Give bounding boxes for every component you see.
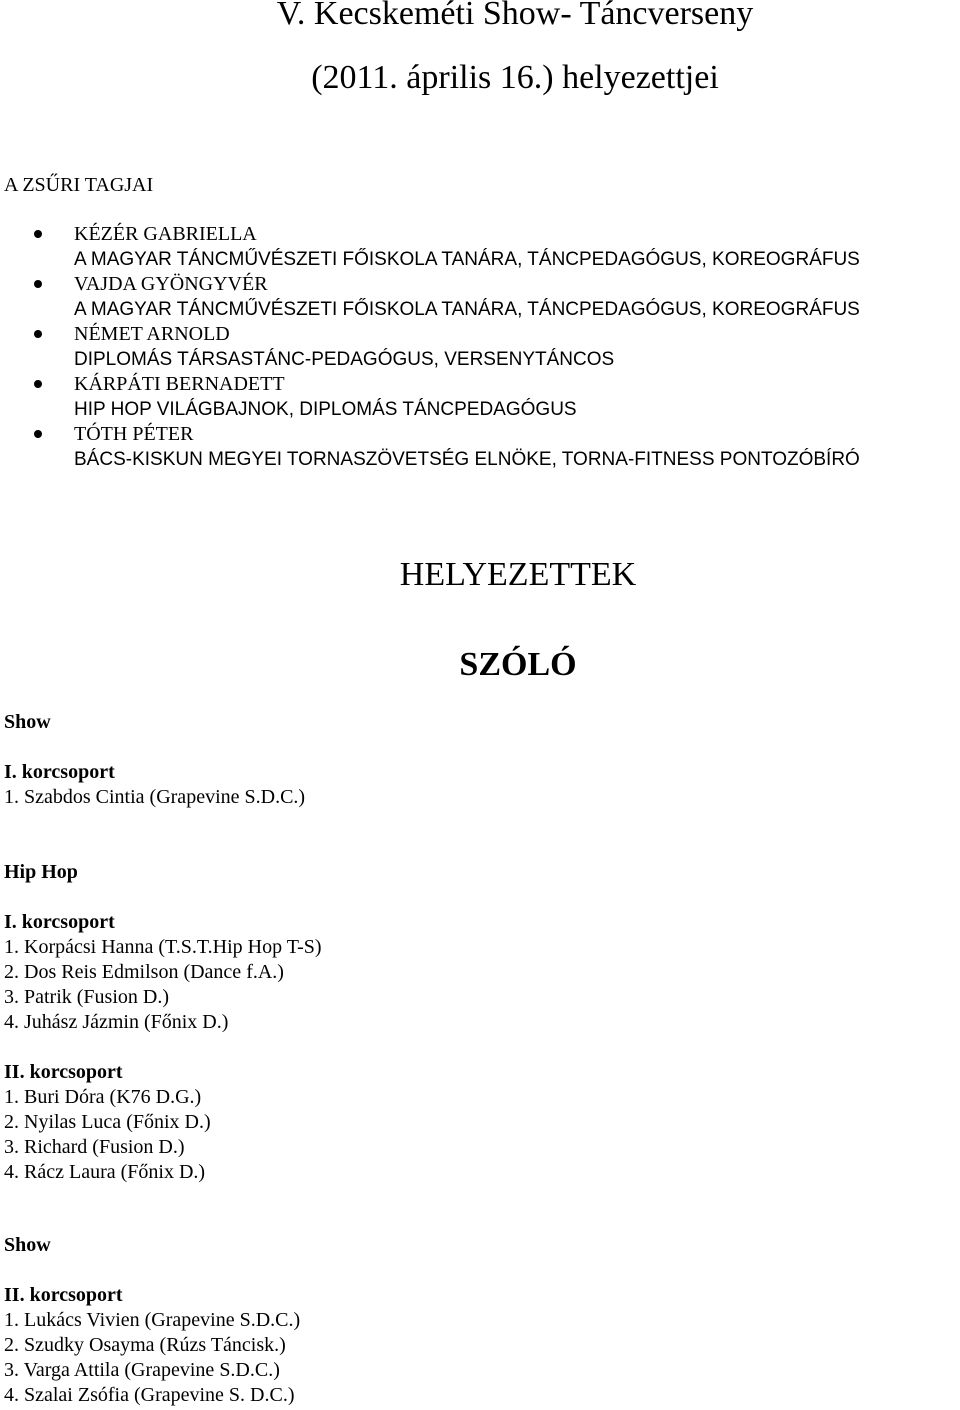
section-title: Show — [4, 1234, 51, 1256]
result-entry: 2. Nyilas Luca (Főnix D.) — [4, 1111, 211, 1133]
result-entry: 2. Dos Reis Edmilson (Dance f.A.) — [4, 961, 284, 983]
jury-member-name: VAJDA GYÖNGYVÉR — [74, 273, 268, 295]
section-title: Hip Hop — [4, 861, 78, 883]
jury-member-name: KÉZÉR GABRIELLA — [74, 223, 257, 245]
jury-member-name: TÓTH PÉTER — [74, 423, 194, 445]
jury-member-role: A MAGYAR TÁNCMŰVÉSZETI FŐISKOLA TANÁRA, TÁNCPEDAGÓGUS, KOREOGRÁFUS — [74, 249, 860, 270]
result-entry: 3. Patrik (Fusion D.) — [4, 986, 169, 1008]
jury-member — [0, 422, 860, 472]
results-heading: HELYEZETTEK — [399, 556, 637, 593]
jury-member — [0, 322, 860, 372]
jury-member-role: HIP HOP VILÁGBAJNOK, DIPLOMÁS TÁNCPEDAGÓGUS — [74, 399, 577, 420]
bullet-icon — [34, 430, 42, 438]
jury-member-name: KÁRPÁTI BERNADETT — [74, 373, 285, 395]
section-title: Show — [4, 711, 51, 733]
result-entry: 4. Rácz Laura (Főnix D.) — [4, 1161, 206, 1183]
result-entry: 4. Szalai Zsófia (Grapevine S. D.C.) — [4, 1384, 295, 1406]
result-entry: 1. Korpácsi Hanna (T.S.T.Hip Hop T-S) — [4, 936, 322, 958]
jury-member-role: A MAGYAR TÁNCMŰVÉSZETI FŐISKOLA TANÁRA, TÁNCPEDAGÓGUS, KOREOGRÁFUS — [74, 299, 860, 320]
jury-member — [0, 372, 860, 422]
jury-list — [0, 222, 860, 472]
jury-member — [0, 222, 860, 272]
results-section-show-2 — [4, 1233, 300, 1408]
age-group-title: II. korcsoport — [4, 1284, 123, 1306]
bullet-icon — [34, 230, 42, 238]
age-group-title: II. korcsoport — [4, 1061, 123, 1083]
bullet-icon — [34, 380, 42, 388]
result-entry: 4. Juhász Jázmin (Főnix D.) — [4, 1011, 229, 1033]
result-entry: 3. Richard (Fusion D.) — [4, 1136, 185, 1158]
result-entry: 1. Szabdos Cintia (Grapevine S.D.C.) — [4, 786, 306, 808]
result-entry: 3. Varga Attila (Grapevine S.D.C.) — [4, 1359, 280, 1381]
jury-member — [0, 272, 860, 322]
age-group-title: I. korcsoport — [4, 761, 115, 783]
bullet-icon — [34, 330, 42, 338]
jury-member-role: DIPLOMÁS TÁRSASTÁNC-PEDAGÓGUS, VERSENYTÁNCOS — [74, 349, 615, 370]
result-entry: 2. Szudky Osayma (Rúzs Táncisk.) — [4, 1334, 286, 1356]
result-entry: 1. Buri Dóra (K76 D.G.) — [4, 1086, 202, 1108]
result-entry: 1. Lukács Vivien (Grapevine S.D.C.) — [4, 1309, 301, 1331]
bullet-icon — [34, 280, 42, 288]
age-group-title: I. korcsoport — [4, 911, 115, 933]
jury-heading: A ZSŰRI TAGJAI — [4, 174, 154, 196]
document-title: V. Kecskeméti Show- Táncverseny — [276, 0, 754, 32]
document-subtitle: (2011. április 16.) helyezettjei — [311, 59, 719, 96]
results-section-show — [4, 710, 305, 810]
results-section-hip-hop — [4, 860, 322, 1185]
results-subheading: SZÓLÓ — [459, 646, 577, 683]
jury-member-role: BÁCS-KISKUN MEGYEI TORNASZÖVETSÉG ELNÖKE, TORNA-FITNESS PONTOZÓBÍRÓ — [74, 449, 860, 470]
jury-member-name: NÉMET ARNOLD — [74, 323, 230, 345]
